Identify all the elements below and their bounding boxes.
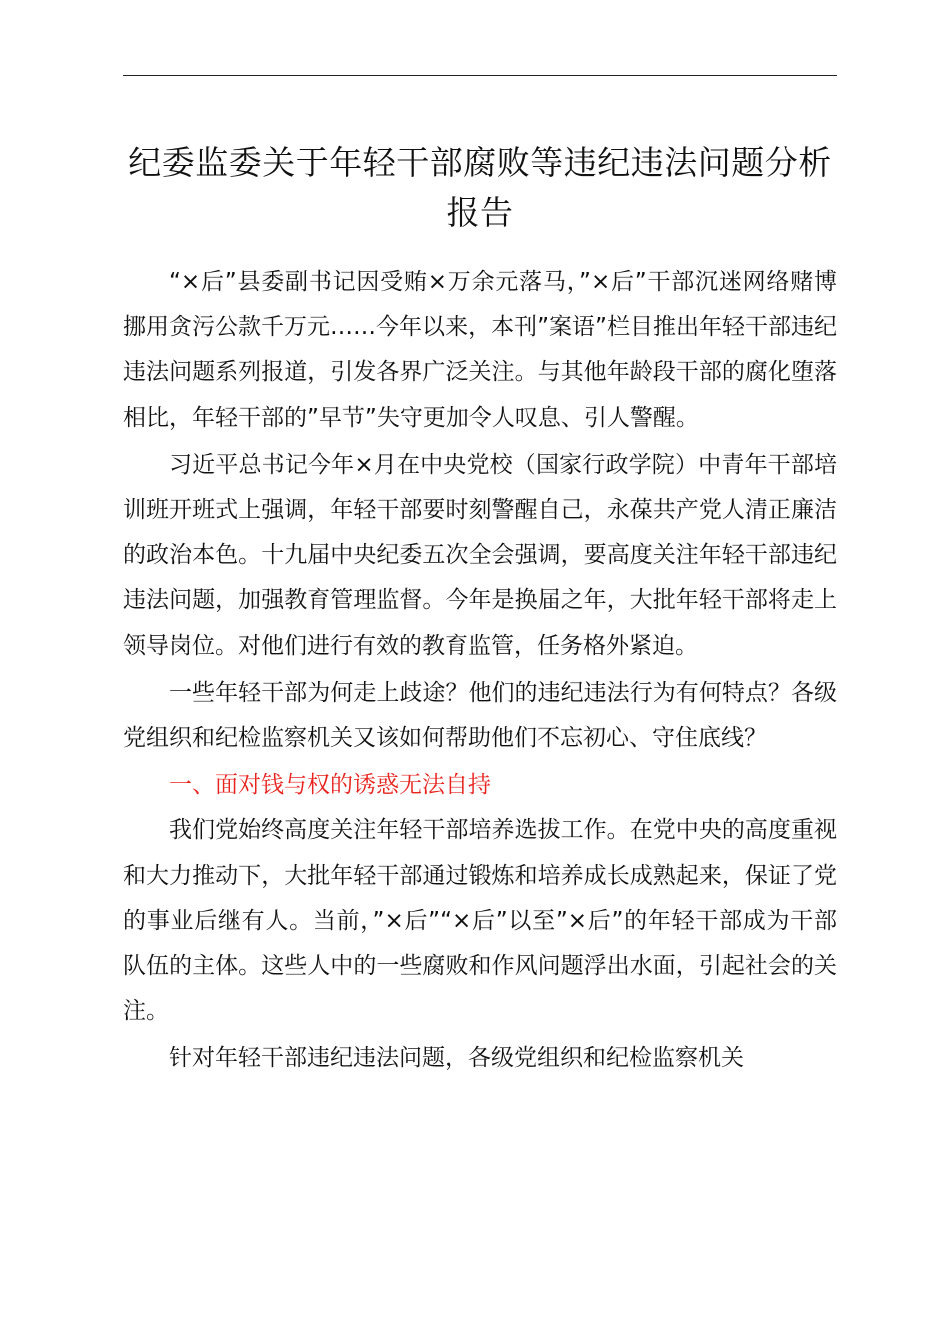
body-paragraph: 针对年轻干部违纪违法问题，各级党组织和纪检监察机关 [169, 1045, 744, 1072]
section-heading: 一、面对钱与权的诱惑无法自持 [169, 772, 491, 799]
body-paragraph: 习近平总书记今年×月在中央党校（国家行政学院）中青年干部培训班开班式上强调，年轻干部要时刻警醒自己，永葆共产党人清正廉洁的政治本色。十九届中央纪委五次全会强调，要高度关注年轻干部违纪违法问题，加强教育管理监督。今年是换届之年，大批年轻干部将走上领导岗位。对他们进行有效的教育监管，任务格外紧迫。 [123, 451, 837, 659]
document-body [123, 260, 837, 1084]
body-paragraph: 我们党始终高度关注年轻干部培养选拔工作。在党中央的高度重视和大力推动下，大批年轻干部通过锻炼和培养成长成熟起来，保证了党的事业后继有人。当前，”×后”“×后”以至”×后”的年轻干部成为干部队伍的主体。这些人中的一些腐败和作风问题浮出水面，引起社会的关注。 [123, 817, 837, 1025]
body-paragraph: 一些年轻干部为何走上歧途？他们的违纪违法行为有何特点？各级党组织和纪检监察机关又该如何帮助他们不忘初心、守住底线？ [123, 679, 837, 752]
body-paragraph: “×后”县委副书记因受贿×万余元落马，”×后”干部沉迷网络赌博挪用贪污公款千万元……今年以来，本刊”案语”栏目推出年轻干部违纪违法问题系列报道，引发各界广泛关注。与其他年龄段干部的腐化堕落相比，年轻干部的”早节”失守更加令人叹息、引人警醒。 [123, 269, 837, 431]
document-title: 纪委监委关于年轻干部腐败等违纪违法问题分析报告 [128, 143, 832, 232]
header-rule [123, 75, 837, 76]
